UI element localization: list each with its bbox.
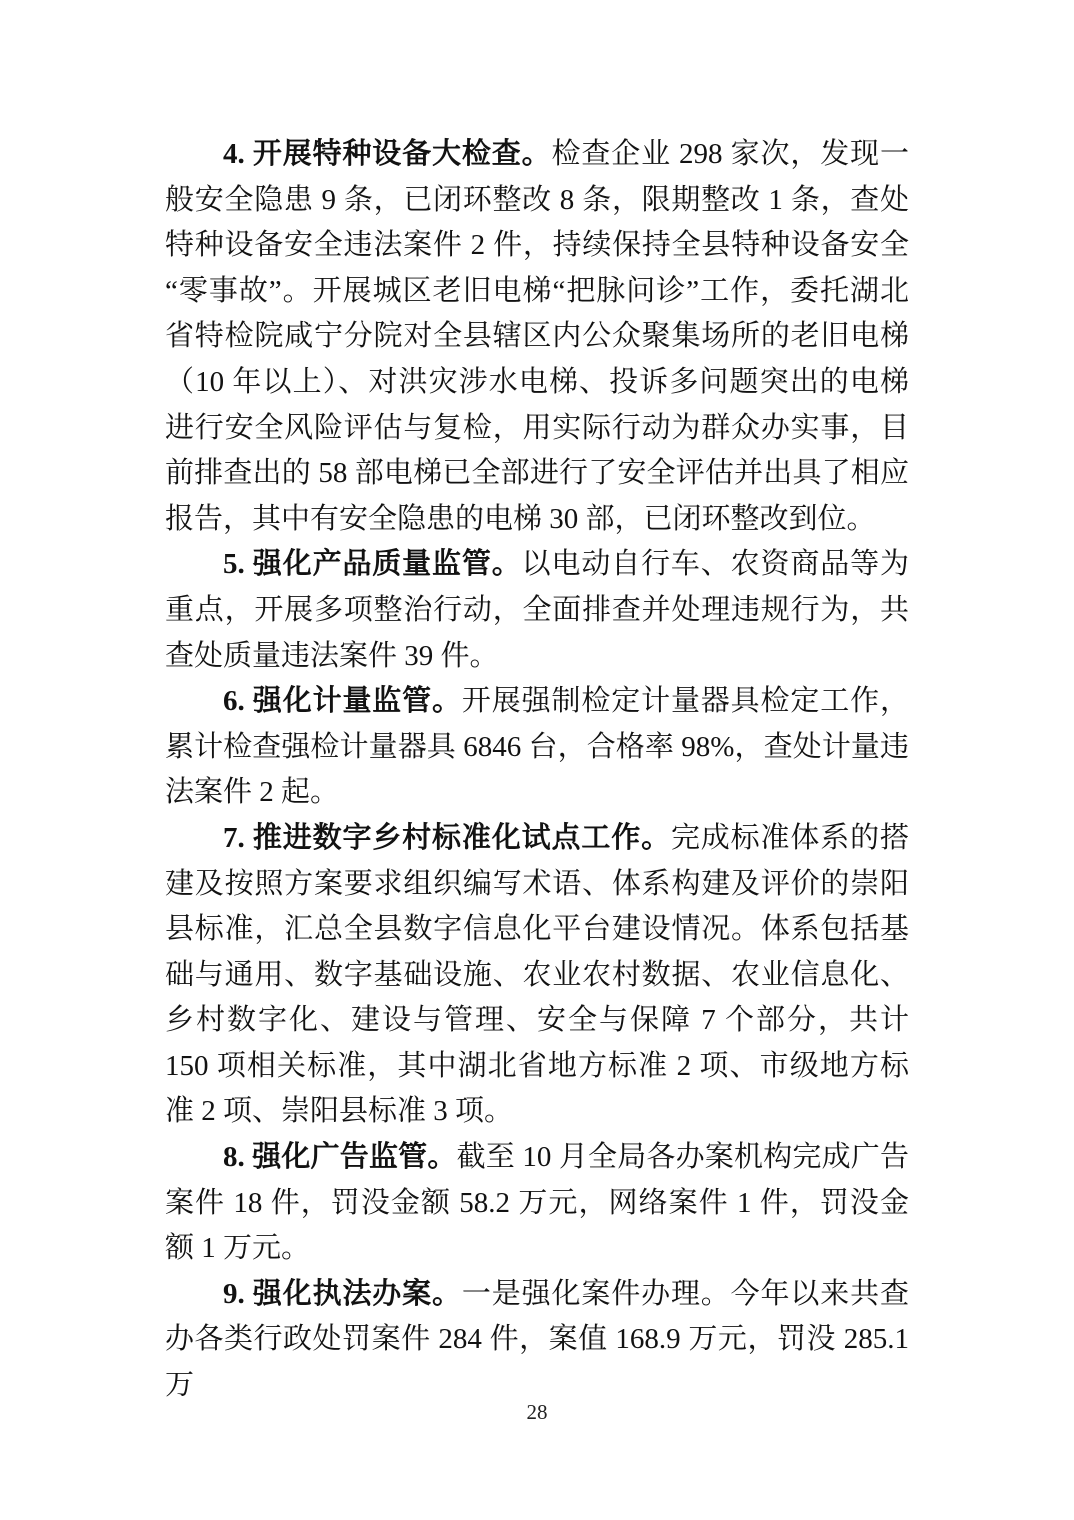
paragraph-heading: 9. 强化执法办案。	[223, 1277, 462, 1310]
paragraph-heading: 6. 强化计量监管。	[223, 685, 462, 718]
paragraph-heading: 4. 开展特种设备大检查。	[223, 138, 552, 170]
paragraph-text: 截至 10 月全局各办案机构完成广告案件 18 件，罚没金额 58.2 万元，网络案件 1 件，罚没金额 1 万元。	[165, 1141, 909, 1265]
paragraph	[165, 816, 909, 1135]
paragraph-heading: 8. 强化广告监管。	[223, 1141, 457, 1174]
document-body	[165, 132, 909, 1409]
paragraph	[165, 679, 909, 816]
paragraph	[165, 1135, 909, 1272]
paragraph-text: 完成标准体系的搭建及按照方案要求组织编写术语、体系构建及评价的崇阳县标准，汇总全县数字信息化平台建设情况。体系包括基础与通用、数字基础设施、农业农村数据、农业信息化、乡村数字化、建设与管理、安全与保障 7 个部分，共计 150 项相关标准，其中湖北省地方标准 2 项、市级地方标准 2 项、崇阳县标准 3 项。	[165, 821, 909, 1128]
paragraph-text: 开展强制检定计量器具检定工作，累计检查强检计量器具 6846 台，合格率 98%，查处计量违法案件 2 起。	[165, 685, 909, 809]
paragraph-text: 以电动自行车、农资商品等为重点，开展多项整治行动，全面排查并处理违规行为，共查处质量违法案件 39 件。	[165, 548, 909, 672]
paragraph	[165, 132, 909, 542]
page-number: 28	[526, 1400, 548, 1424]
paragraph-text: 一是强化案件办理。今年以来共查办各类行政处罚案件 284 件，案值 168.9 万元，罚没 285.1 万	[165, 1277, 909, 1402]
paragraph-text: 检查企业 298 家次，发现一般安全隐患 9 条，已闭环整改 8 条，限期整改 1 条，查处特种设备安全违法案件 2 件，持续保持全县特种设备安全“零事故”。开展城区老旧电梯“把脉问诊”工作，委托湖北省特检院咸宁分院对全县辖区内公众聚集场所的老旧电梯（10 年以上）、对洪灾涉水电梯、投诉多问题突出的电梯进行安全风险评估与复检，用实际行动为群众办实事，目前排查出的 58 部电梯已全部进行了安全评估并出具了相应报告，其中有安全隐患的电梯 30 部，已闭环整改到位。	[165, 138, 909, 535]
paragraph-heading: 7. 推进数字乡村标准化试点工作。	[223, 821, 671, 854]
paragraph	[165, 542, 909, 679]
paragraph-heading: 5. 强化产品质量监管。	[223, 548, 522, 581]
paragraph	[165, 1272, 909, 1409]
